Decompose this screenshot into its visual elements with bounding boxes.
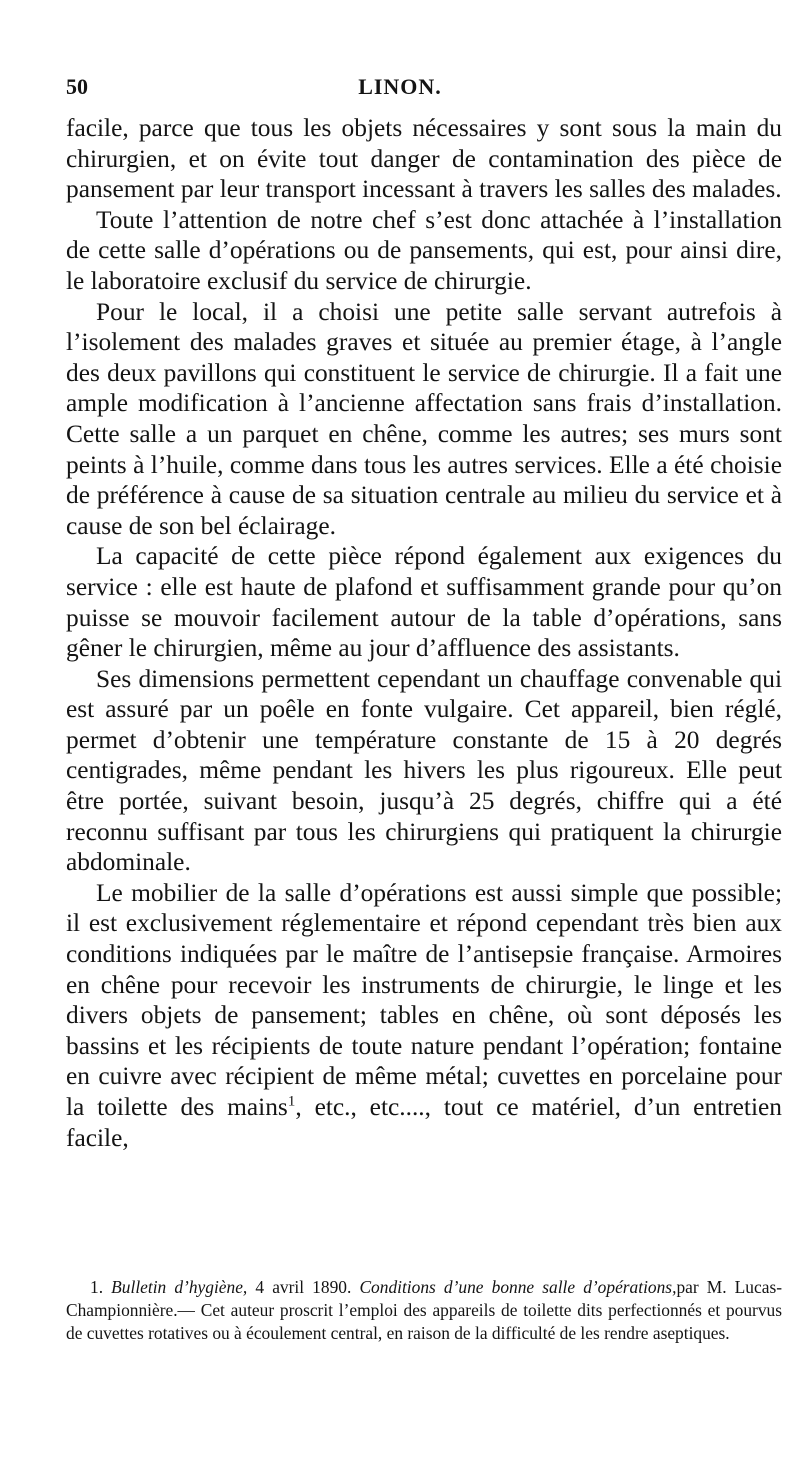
page-number: 50 [66,74,88,99]
footnote-date: 4 avril 1890. [255,1277,352,1297]
footnote-number: 1. [90,1277,104,1297]
paragraph-text: Le mobilier de la salle d’opérations est aussi simple que possible; il est exclusivement réglementaire et répond cependant très bien aux conditions indiquées par le maître de l’antisepsie française. Armoires en chêne pour recevoir les instruments de chirurgie, le linge et les divers objets de pansement; tables en chêne, où sont déposés les bassins et les récipients de toute nature pendant l’opération; fontaine en cuivre avec récipient de même métal; cuvettes en porcelaine pour la toilette des mains [66,878,782,1121]
paragraph: Toute l’attention de notre chef s’est donc attachée à l’installation de cette salle d’opérations ou de pansements, qui est, pour ainsi dire, le laboratoire exclusif du service de chirurgie. [66,205,782,295]
paragraph: Ses dimensions permettent cependant un chauffage convenable qui est assuré par un poêle en fonte vulgaire. Cet appareil, bien réglé, permet d’obtenir une température constante de 15 à 20 degrés centigrades, même pendant les hivers les plus rigoureux. Elle peut être portée, suivant besoin, jusqu’à 25 degrés, chiffre qui a été reconnu suffisant par tous les chirurgiens qui pratiquent la chirurgie abdominale. [66,664,782,877]
paragraph: La capacité de cette pièce répond également aux exigences du service : elle est haute de plafond et suffisamment grande pour qu’on puisse se mouvoir facilement autour de la table d’opérations, sans gêner le chirurgien, même au jour d’affluence des assistants. [66,542,782,663]
footnote [66,1276,782,1345]
footnote-text [66,1276,782,1345]
footnote-source: Bulletin d’hygiène, [111,1277,248,1297]
page-header [66,74,734,104]
paragraph [66,878,782,1153]
paragraph-continuation: , etc., etc...., tout ce matériel, d’un entretien facile, [66,1093,783,1152]
paragraph: facile, parce que tous les objets nécessaires y sont sous la main du chirurgien, et on évite tout danger de contamination des pièce de pansement par leur transport incessant à travers les salles des malades. [66,114,782,204]
body-text [66,113,782,1153]
footnote-marker: 1 [287,1092,296,1110]
footnote-body: par M. Lucas-Championnière.— Cet auteur proscrit l’emploi des appareils de toilette dits perfectionnés et pourvus de cuvettes rotatives ou à écoulement central, en raison de la difficulté de les rendre aseptiques. [66,1277,783,1343]
paragraph: Pour le local, il a choisi une petite salle servant autrefois à l’isolement des malades graves et située au premier étage, à l’angle des deux pavillons qui constituent le service de chirurgie. Il a fait une ample modification à l’ancienne affectation sans frais d’installation. Cette salle a un parquet en chêne, comme les autres; ses murs sont peints à l’huile, comme dans tous les autres services. Elle a été choisie de préférence à cause de sa situation centrale au milieu du service et à cause de son bel éclairage. [66,297,782,540]
footnote-title: Conditions d’une bonne salle d’opérations, [359,1277,677,1297]
running-title: LINON. [358,74,442,99]
